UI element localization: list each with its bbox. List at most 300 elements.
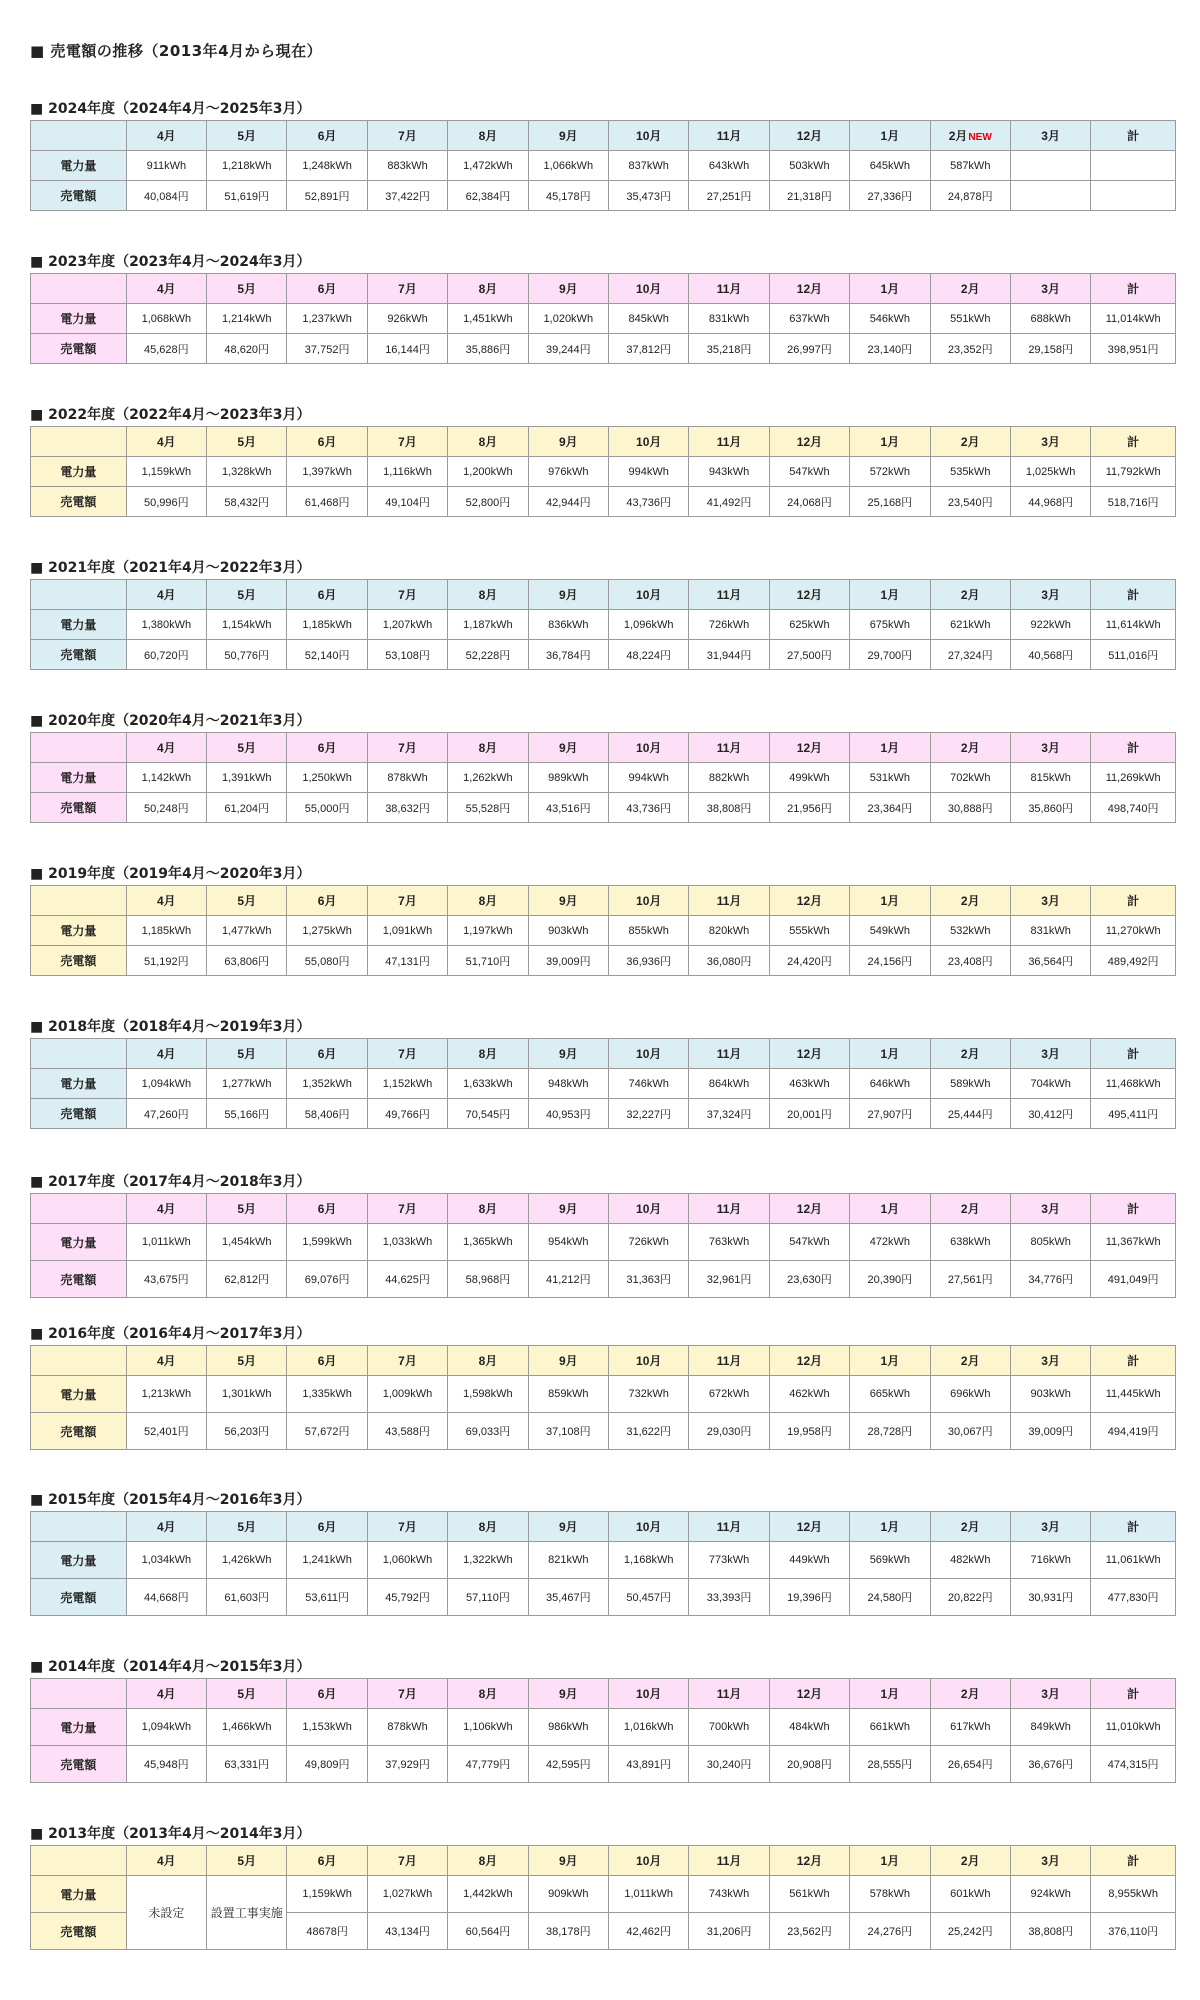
amount-row	[31, 1579, 1176, 1616]
month-label: 10月	[636, 1354, 662, 1368]
power-cell: 11,014kWh	[1091, 304, 1176, 334]
merged-note-cell: 未設定	[126, 1876, 206, 1950]
year-section	[30, 1656, 1176, 1783]
amount-cell: 50,457円	[609, 1579, 689, 1616]
month-header	[126, 274, 206, 304]
row-label: 電力量	[31, 610, 127, 640]
power-cell: 449kWh	[769, 1542, 849, 1579]
month-label: 6月	[317, 741, 337, 755]
amount-cell: 62,812円	[207, 1261, 287, 1298]
power-cell: 1,159kWh	[287, 1876, 367, 1913]
power-cell: 1,025kWh	[1010, 457, 1090, 487]
month-header	[126, 1512, 206, 1542]
amount-cell: 43,134円	[367, 1913, 447, 1950]
month-header	[1010, 1846, 1090, 1876]
power-cell: 1,365kWh	[448, 1224, 528, 1261]
power-cell: 903kWh	[528, 916, 608, 946]
month-label: 6月	[317, 1854, 337, 1868]
month-label: 11月	[716, 1202, 742, 1216]
power-cell: 1,027kWh	[367, 1876, 447, 1913]
power-cell: 646kWh	[850, 1069, 930, 1099]
month-header	[528, 886, 608, 916]
power-cell: 763kWh	[689, 1224, 769, 1261]
month-header	[448, 1039, 528, 1069]
power-cell: 1,301kWh	[207, 1376, 287, 1413]
month-header	[850, 121, 930, 151]
power-cell: 849kWh	[1010, 1709, 1090, 1746]
month-label: 7月	[398, 741, 417, 755]
month-label: 7月	[398, 282, 417, 296]
month-header	[1091, 733, 1176, 763]
power-cell: 1,599kWh	[287, 1224, 367, 1261]
table-header-row	[31, 1846, 1176, 1876]
month-header	[609, 1039, 689, 1069]
month-label: 5月	[237, 894, 257, 908]
month-label: 6月	[317, 1354, 337, 1368]
amount-cell: 57,110円	[448, 1579, 528, 1616]
amount-cell: 23,408円	[930, 946, 1010, 976]
amount-cell: 62,384円	[448, 181, 528, 211]
power-row	[31, 1224, 1176, 1261]
month-label: 2月	[960, 741, 980, 755]
power-cell: 547kWh	[769, 457, 849, 487]
month-header	[448, 1846, 528, 1876]
amount-cell: 43,588円	[367, 1413, 447, 1450]
power-cell: 531kWh	[850, 763, 930, 793]
month-label: 10月	[636, 741, 662, 755]
month-header	[930, 733, 1010, 763]
month-header	[930, 1512, 1010, 1542]
month-header	[207, 1846, 287, 1876]
power-cell: 11,269kWh	[1091, 763, 1176, 793]
month-label: 12月	[796, 282, 823, 296]
power-cell: 1,397kWh	[287, 457, 367, 487]
power-cell: 617kWh	[930, 1709, 1010, 1746]
power-cell: 1,426kWh	[207, 1542, 287, 1579]
amount-cell: 23,562円	[769, 1913, 849, 1950]
month-header	[287, 1512, 367, 1542]
month-label: 2月	[960, 1354, 980, 1368]
table-header-row	[31, 1194, 1176, 1224]
month-label: 5月	[237, 129, 257, 143]
amount-cell: 24,420円	[769, 946, 849, 976]
row-label: 電力量	[31, 763, 127, 793]
power-row	[31, 1709, 1176, 1746]
sales-table	[30, 426, 1176, 517]
power-cell: 1,152kWh	[367, 1069, 447, 1099]
month-header	[1091, 1679, 1176, 1709]
table-header-row	[31, 886, 1176, 916]
month-header	[207, 1346, 287, 1376]
power-cell: 484kWh	[769, 1709, 849, 1746]
amount-cell: 26,997円	[769, 334, 849, 364]
amount-cell: 60,564円	[448, 1913, 528, 1950]
amount-cell: 55,000円	[287, 793, 367, 823]
month-label: 1月	[880, 282, 900, 296]
month-label: 2月	[960, 1687, 980, 1701]
month-header	[287, 580, 367, 610]
year-heading: ■ 2020年度（2020年4月～2021年3月）	[30, 713, 311, 729]
amount-cell: 69,076円	[287, 1261, 367, 1298]
amount-row	[31, 1261, 1176, 1298]
amount-cell: 48678円	[287, 1913, 367, 1950]
month-label: 5月	[237, 282, 257, 296]
power-cell: 1,153kWh	[287, 1709, 367, 1746]
year-section	[30, 1016, 1176, 1129]
power-cell: 1,011kWh	[609, 1876, 689, 1913]
power-cell: 845kWh	[609, 304, 689, 334]
month-header	[1010, 1512, 1090, 1542]
amount-cell: 57,672円	[287, 1413, 367, 1450]
power-cell: 836kWh	[528, 610, 608, 640]
month-header	[448, 121, 528, 151]
amount-cell: 38,178円	[528, 1913, 608, 1950]
month-header	[1010, 1679, 1090, 1709]
month-label: 7月	[398, 1354, 417, 1368]
power-cell: 1,248kWh	[287, 151, 367, 181]
row-label: 売電額	[31, 640, 127, 670]
sales-table	[30, 732, 1176, 823]
month-label: 3月	[1041, 1687, 1060, 1701]
month-label: 2月	[960, 1202, 980, 1216]
power-cell: 805kWh	[1010, 1224, 1090, 1261]
amount-cell: 51,710円	[448, 946, 528, 976]
month-header	[769, 886, 849, 916]
power-cell: 831kWh	[1010, 916, 1090, 946]
month-header	[609, 1194, 689, 1224]
amount-cell: 27,561円	[930, 1261, 1010, 1298]
month-header	[287, 1039, 367, 1069]
power-cell: 882kWh	[689, 763, 769, 793]
power-cell: 986kWh	[528, 1709, 608, 1746]
power-cell: 661kWh	[850, 1709, 930, 1746]
power-cell: 1,352kWh	[287, 1069, 367, 1099]
month-label: 9月	[558, 741, 578, 755]
month-header	[448, 1194, 528, 1224]
month-header	[207, 886, 287, 916]
month-header	[689, 121, 769, 151]
table-header-row	[31, 1346, 1176, 1376]
month-label: 1月	[880, 1520, 900, 1534]
amount-cell: 35,473円	[609, 181, 689, 211]
new-badge: NEW	[968, 132, 992, 143]
month-label: 5月	[237, 435, 257, 449]
power-cell: 11,061kWh	[1091, 1542, 1176, 1579]
month-header	[769, 121, 849, 151]
power-cell: 878kWh	[367, 1709, 447, 1746]
power-cell: 700kWh	[689, 1709, 769, 1746]
month-label: 10月	[636, 1202, 662, 1216]
month-label: 11月	[716, 741, 742, 755]
amount-cell: 48,620円	[207, 334, 287, 364]
amount-cell	[1010, 181, 1090, 211]
amount-cell: 24,068円	[769, 487, 849, 517]
month-label: 7月	[398, 894, 417, 908]
year-heading: ■ 2015年度（2015年4月～2016年3月）	[30, 1492, 311, 1508]
month-header	[689, 1039, 769, 1069]
amount-row	[31, 793, 1176, 823]
amount-cell: 48,224円	[609, 640, 689, 670]
power-cell: 11,367kWh	[1091, 1224, 1176, 1261]
amount-cell: 491,049円	[1091, 1261, 1176, 1298]
month-header	[930, 427, 1010, 457]
amount-cell: 31,944円	[689, 640, 769, 670]
month-label: 8月	[478, 1354, 498, 1368]
amount-cell: 52,800円	[448, 487, 528, 517]
month-label: 6月	[317, 894, 337, 908]
month-label: 1月	[880, 894, 900, 908]
amount-cell: 30,067円	[930, 1413, 1010, 1450]
power-cell: 1,237kWh	[287, 304, 367, 334]
month-label: 7月	[398, 1047, 417, 1061]
year-heading: ■ 2018年度（2018年4月～2019年3月）	[30, 1019, 311, 1035]
month-label: 計	[1127, 282, 1140, 296]
power-cell: 555kWh	[769, 916, 849, 946]
power-row	[31, 610, 1176, 640]
amount-cell: 56,203円	[207, 1413, 287, 1450]
month-header	[367, 427, 447, 457]
power-cell: 637kWh	[769, 304, 849, 334]
power-cell: 1,020kWh	[528, 304, 608, 334]
amount-cell: 23,352円	[930, 334, 1010, 364]
power-cell: 855kWh	[609, 916, 689, 946]
month-header	[528, 580, 608, 610]
amount-cell: 398,951円	[1091, 334, 1176, 364]
amount-cell: 58,432円	[207, 487, 287, 517]
amount-row	[31, 1413, 1176, 1450]
amount-cell: 24,156円	[850, 946, 930, 976]
month-label: 12月	[796, 1354, 823, 1368]
sales-table	[30, 885, 1176, 976]
month-label: 1月	[880, 129, 900, 143]
amount-cell: 63,331円	[207, 1746, 287, 1783]
year-section	[30, 863, 1176, 976]
amount-cell: 376,110円	[1091, 1913, 1176, 1950]
month-label: 10月	[636, 1047, 662, 1061]
month-header	[207, 427, 287, 457]
amount-cell: 37,752円	[287, 334, 367, 364]
amount-cell: 43,891円	[609, 1746, 689, 1783]
month-label: 9月	[558, 1047, 578, 1061]
power-cell: 462kWh	[769, 1376, 849, 1413]
power-cell: 572kWh	[850, 457, 930, 487]
power-cell: 1,633kWh	[448, 1069, 528, 1099]
month-header	[367, 1039, 447, 1069]
month-header	[367, 1846, 447, 1876]
month-header	[930, 1346, 1010, 1376]
amount-cell: 19,958円	[769, 1413, 849, 1450]
month-label: 9月	[558, 894, 578, 908]
power-cell: 1,066kWh	[528, 151, 608, 181]
power-cell: 837kWh	[609, 151, 689, 181]
power-cell: 702kWh	[930, 763, 1010, 793]
month-header	[528, 1846, 608, 1876]
month-label: 1月	[880, 588, 900, 602]
month-header	[1010, 427, 1090, 457]
power-cell: 472kWh	[850, 1224, 930, 1261]
month-header	[850, 1346, 930, 1376]
month-label: 10月	[636, 1687, 662, 1701]
power-cell: 746kWh	[609, 1069, 689, 1099]
month-header	[367, 274, 447, 304]
month-label: 11月	[716, 1854, 742, 1868]
power-cell: 1,096kWh	[609, 610, 689, 640]
power-row	[31, 1069, 1176, 1099]
amount-cell: 52,891円	[287, 181, 367, 211]
amount-cell: 47,260円	[126, 1099, 206, 1129]
month-header	[367, 121, 447, 151]
month-label: 3月	[1041, 1047, 1060, 1061]
power-cell: 911kWh	[126, 151, 206, 181]
month-header	[126, 580, 206, 610]
amount-cell: 39,009円	[528, 946, 608, 976]
corner-cell	[31, 1039, 127, 1069]
power-cell: 1,197kWh	[448, 916, 528, 946]
amount-row	[31, 181, 1176, 211]
amount-cell: 25,242円	[930, 1913, 1010, 1950]
amount-cell: 20,001円	[769, 1099, 849, 1129]
power-cell: 645kWh	[850, 151, 930, 181]
month-header	[609, 427, 689, 457]
amount-row	[31, 640, 1176, 670]
row-label: 電力量	[31, 151, 127, 181]
month-header	[689, 1846, 769, 1876]
month-header	[126, 1194, 206, 1224]
table-header-row	[31, 1512, 1176, 1542]
month-label: 12月	[796, 1520, 823, 1534]
month-header	[1010, 274, 1090, 304]
amount-cell: 32,961円	[689, 1261, 769, 1298]
power-cell: 1,207kWh	[367, 610, 447, 640]
month-label: 2月	[960, 894, 980, 908]
month-label: 3月	[1041, 1202, 1060, 1216]
amount-cell: 495,411円	[1091, 1099, 1176, 1129]
month-header	[850, 580, 930, 610]
power-cell: 726kWh	[609, 1224, 689, 1261]
power-row	[31, 457, 1176, 487]
power-cell: 859kWh	[528, 1376, 608, 1413]
month-label: 5月	[237, 741, 257, 755]
power-cell: 587kWh	[930, 151, 1010, 181]
month-label: 12月	[796, 1047, 823, 1061]
amount-cell: 60,720円	[126, 640, 206, 670]
month-label: 7月	[398, 129, 417, 143]
power-cell: 532kWh	[930, 916, 1010, 946]
month-label: 計	[1127, 1202, 1140, 1216]
power-row	[31, 1876, 1176, 1913]
amount-cell: 27,336円	[850, 181, 930, 211]
month-label: 9月	[558, 282, 578, 296]
amount-cell: 69,033円	[448, 1413, 528, 1450]
amount-cell: 44,625円	[367, 1261, 447, 1298]
amount-cell: 47,779円	[448, 1746, 528, 1783]
power-cell: 732kWh	[609, 1376, 689, 1413]
month-label: 7月	[398, 1687, 417, 1701]
month-header	[126, 1846, 206, 1876]
month-label: 2月	[960, 1854, 980, 1868]
month-label: 8月	[478, 282, 498, 296]
table-header-row	[31, 1679, 1176, 1709]
sales-table	[30, 1193, 1176, 1298]
month-label: 計	[1127, 588, 1140, 602]
amount-cell: 45,178円	[528, 181, 608, 211]
month-label: 2月	[948, 129, 968, 143]
amount-cell: 61,468円	[287, 487, 367, 517]
amount-cell: 24,580円	[850, 1579, 930, 1616]
month-header	[287, 121, 367, 151]
amount-cell: 50,248円	[126, 793, 206, 823]
month-header	[287, 886, 367, 916]
year-heading: ■ 2013年度（2013年4月～2014年3月）	[30, 1826, 311, 1842]
month-header	[769, 1512, 849, 1542]
month-label: 12月	[796, 741, 823, 755]
amount-cell: 55,166円	[207, 1099, 287, 1129]
month-header	[609, 886, 689, 916]
power-cell: 883kWh	[367, 151, 447, 181]
amount-cell: 38,632円	[367, 793, 447, 823]
amount-cell: 43,736円	[609, 487, 689, 517]
month-label: 計	[1127, 1047, 1140, 1061]
month-label: 11月	[716, 1354, 742, 1368]
row-label: 売電額	[31, 1413, 127, 1450]
month-header	[287, 1679, 367, 1709]
power-cell: 1,472kWh	[448, 151, 528, 181]
power-cell: 909kWh	[528, 1876, 608, 1913]
month-header	[528, 121, 608, 151]
month-header	[609, 580, 689, 610]
month-label: 8月	[478, 588, 498, 602]
power-cell: 665kWh	[850, 1376, 930, 1413]
power-cell: 1,391kWh	[207, 763, 287, 793]
month-header	[287, 427, 367, 457]
amount-cell: 494,419円	[1091, 1413, 1176, 1450]
month-label: 5月	[237, 1202, 257, 1216]
month-label: 3月	[1041, 741, 1060, 755]
amount-cell: 52,401円	[126, 1413, 206, 1450]
month-header	[448, 1512, 528, 1542]
year-heading: ■ 2017年度（2017年4月～2018年3月）	[30, 1174, 311, 1190]
power-cell: 1,454kWh	[207, 1224, 287, 1261]
power-cell: 1,142kWh	[126, 763, 206, 793]
power-cell: 773kWh	[689, 1542, 769, 1579]
amount-cell: 42,595円	[528, 1746, 608, 1783]
power-cell: 820kWh	[689, 916, 769, 946]
month-header	[850, 1679, 930, 1709]
month-label: 12月	[796, 129, 823, 143]
month-label: 1月	[880, 1354, 900, 1368]
amount-row	[31, 946, 1176, 976]
month-header	[850, 886, 930, 916]
year-heading: ■ 2016年度（2016年4月～2017年3月）	[30, 1326, 311, 1342]
month-header	[609, 1346, 689, 1376]
month-label: 3月	[1041, 1520, 1060, 1534]
power-row	[31, 304, 1176, 334]
month-label: 計	[1127, 1854, 1140, 1868]
amount-cell: 30,412円	[1010, 1099, 1090, 1129]
month-label: 10月	[636, 1854, 662, 1868]
month-header	[287, 1846, 367, 1876]
power-cell: 815kWh	[1010, 763, 1090, 793]
power-cell: 1,477kWh	[207, 916, 287, 946]
amount-cell: 55,528円	[448, 793, 528, 823]
amount-cell: 61,603円	[207, 1579, 287, 1616]
power-cell: 1,068kWh	[126, 304, 206, 334]
power-cell: 976kWh	[528, 457, 608, 487]
month-header	[287, 733, 367, 763]
power-cell: 903kWh	[1010, 1376, 1090, 1413]
year-section	[30, 1171, 1176, 1298]
power-cell	[1010, 151, 1090, 181]
